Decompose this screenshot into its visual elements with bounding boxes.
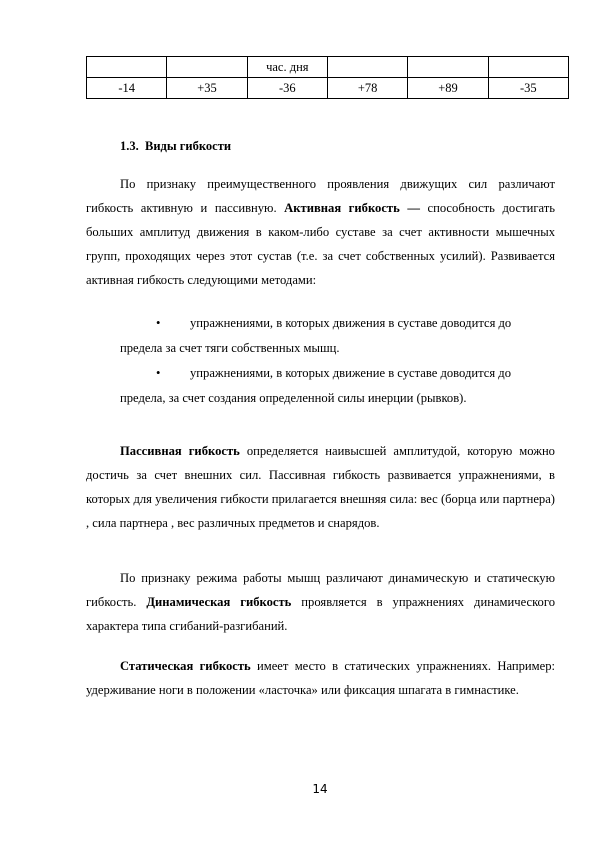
section-number: 1.3. (120, 139, 139, 153)
list-item (120, 361, 555, 411)
data-table (86, 56, 569, 99)
section-title: Виды гибкости (145, 139, 232, 153)
table-cell: +35 (167, 78, 247, 99)
list-item-continuation: предела за счет тяги собственных мышц. (120, 341, 340, 355)
bullet-icon: • (156, 366, 161, 380)
term-active-flexibility: Активная гибкость — (284, 201, 420, 215)
list-item-first-line: упражнениями, в которых движение в суставе доводится до (190, 366, 512, 380)
paragraph-lead: По признаку преимущественного проявления движущих сил различают гибкость активную и пассивную. (86, 177, 555, 215)
page-number: 14 (312, 782, 328, 796)
paragraph-static-flexibility (86, 654, 555, 702)
table-cell: -36 (247, 78, 327, 99)
term-dynamic-flexibility: Динамическая гибкость (146, 595, 292, 609)
table-cell (327, 57, 407, 78)
term-passive-flexibility: Пассивная гибкость (120, 444, 240, 458)
table-cell (488, 57, 568, 78)
paragraph-passive-flexibility (86, 439, 555, 535)
table-row (87, 57, 569, 78)
term-static-flexibility: Статическая гибкость (120, 659, 251, 673)
list-item-first-line: упражнениями, в которых движения в суставе доводится до (190, 316, 512, 330)
table-cell: -35 (488, 78, 568, 99)
table-cell (408, 57, 488, 78)
paragraph-dynamic-flexibility (86, 566, 555, 638)
table-cell (167, 57, 247, 78)
paragraph-active-flexibility (86, 172, 555, 292)
table-row (87, 78, 569, 99)
paragraph-body: имеет место в статических упражнениях. Например: удерживание ноги в положении «ласточка» или фиксация шпагата в гимнастике. (86, 659, 555, 697)
table-cell: +89 (408, 78, 488, 99)
bullet-icon: • (156, 316, 161, 330)
paragraph-body: проявляется в упражнениях динамического характера типа сгибаний-разгибаний. (86, 595, 555, 633)
paragraph-lead: По признаку режима работы мышц различают динамическую и статическую гибкость. (86, 571, 555, 609)
table-cell-header: час. дня (247, 57, 327, 78)
list-item-continuation: предела, за счет создания определенной силы инерции (рывков). (120, 391, 467, 405)
paragraph-body: способность достигать больших амплитуд движения в каком-либо суставе за счет активности мышечных групп, проходящих через этот сустав (т.е. за счет собственных усилий). Развивается активная гибкость следующими методами: (86, 201, 555, 287)
list-item (120, 311, 555, 361)
methods-list (120, 311, 555, 411)
section-heading (120, 139, 231, 154)
table-cell (87, 57, 167, 78)
paragraph-body: определяется наивысшей амплитудой, которую можно достичь за счет внешних сил. Пассивная гибкость развивается упражнениями, в которых для увеличения гибкости прилагается внешняя сила: вес (борца или партнера) , сила партнера , вес различных предметов и снарядов. (86, 444, 555, 530)
table-cell: -14 (87, 78, 167, 99)
table-cell: +78 (327, 78, 407, 99)
